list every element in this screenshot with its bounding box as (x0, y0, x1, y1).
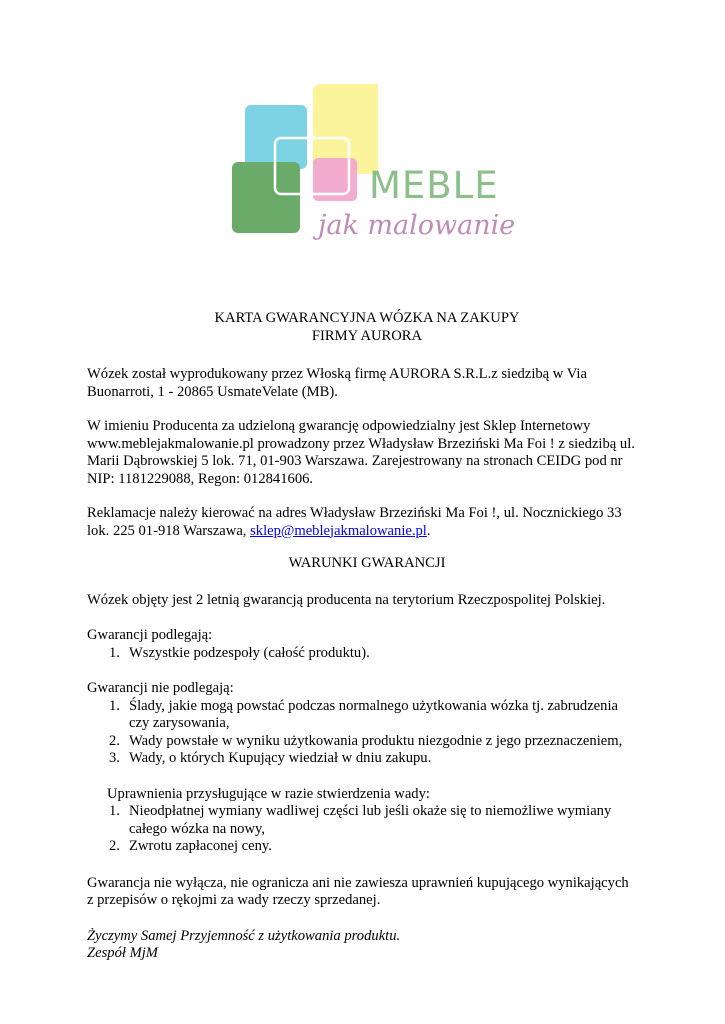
list-item-text: Nieodpłatnej wymiany wadliwej części lub jeśli okaże się to niemożliwe wymiany (129, 803, 612, 819)
warranty-period-text: Wózek objęty jest 2 letnią gwarancją producenta na terytorium Rzeczpospolitej Polskiej. (87, 591, 606, 608)
list-item-number: 2. (109, 838, 120, 854)
seller-line: NIP: 1181229088, Regon: 012841606. (87, 470, 314, 487)
logo-green-square (232, 162, 300, 233)
complaints-paragraph (87, 505, 647, 540)
closing-wish: Życzymy Samej Przyjemność z użytkowania produktu. (87, 927, 401, 944)
list-item (87, 698, 647, 733)
closing-signature: Zespół MjM (87, 945, 158, 961)
logo-tagline: jak malowanie (318, 210, 516, 241)
complaints-email-link[interactable]: sklep@meblejakmalowanie.pl (250, 522, 427, 539)
seller-line: Marii Dąbrowskiej 5 lok. 71, 01-903 Warszawa. Zarejestrowany na stronach CEIDG pod nr (87, 453, 623, 469)
list-item-text: Zwrotu zapłaconej ceny. (129, 838, 272, 854)
not-covered-heading: Gwarancji nie podlegają: (87, 680, 234, 696)
list-item-text: całego wózka na nowy, (129, 820, 266, 837)
not-covered-list (87, 698, 647, 768)
rights-heading: Uprawnienia przysługujące w razie stwierdzenia wady: (107, 785, 430, 802)
list-item-number: 2. (109, 732, 120, 749)
seller-paragraph (87, 418, 647, 488)
complaints-address: lok. 225 01-918 Warszawa, (87, 522, 251, 539)
complaints-period: . (426, 522, 431, 539)
statutory-line: z przepisów o rękojmi za wady rzeczy sprzedanej. (87, 892, 381, 908)
document-title-line-1: KARTA GWARANCYJNA WÓZKA NA ZAKUPY (214, 310, 520, 326)
company-logo (228, 80, 516, 250)
warranty-document (87, 310, 647, 963)
list-item-number: 1. (109, 697, 120, 714)
list-item-text: Ślady, jakie mogą powstać podczas normalnego użytkowania wózka tj. zabrudzenia (129, 697, 618, 714)
conditions-heading: WARUNKI GWARANCJI (288, 555, 446, 571)
rights-list (87, 803, 647, 856)
covered-list (87, 645, 647, 663)
complaints-line (87, 523, 647, 541)
producer-line: Buonarroti, 1 - 20865 UsmateVelate (MB). (87, 383, 338, 400)
statutory-line: Gwarancja nie wyłącza, nie ogranicza ani nie zawiesza uprawnień kupującego wynikających (87, 874, 629, 891)
statutory-rights-paragraph (87, 875, 647, 910)
producer-paragraph (87, 366, 647, 401)
list-item (87, 750, 647, 768)
list-item (87, 733, 647, 751)
closing-paragraph (87, 928, 647, 963)
document-title-line-2: FIRMY AURORA (311, 327, 423, 344)
logo-brand-text: MEBLE (369, 164, 499, 207)
producer-line: Wózek został wyprodukowany przez Włoską firmę AURORA S.R.L.z siedzibą w Via (87, 366, 587, 382)
list-item-text: czy zarysowania, (129, 715, 230, 731)
seller-line: W imieniu Producenta za udzieloną gwarancję odpowiedzialny jest Sklep Internetowy (87, 418, 591, 434)
covered-heading: Gwarancji podlegają: (87, 627, 213, 643)
list-item (87, 645, 647, 663)
seller-line: www.meblejakmalowanie.pl prowadzony przez Władysław Brzeziński Ma Foi ! z siedzibą ul. (87, 435, 635, 452)
list-item (87, 838, 647, 856)
list-item-number: 1. (109, 803, 120, 819)
list-item (87, 803, 647, 838)
list-item-text: Wady powstałe w wyniku użytkowania produktu niezgodnie z jego przeznaczeniem, (129, 732, 623, 749)
list-item-text: Wszystkie podzespoły (całość produktu). (129, 644, 370, 661)
list-item-text: Wady, o których Kupujący wiedział w dniu zakupu. (129, 750, 432, 766)
list-item-number: 1. (109, 644, 120, 661)
list-item-number: 3. (109, 750, 120, 766)
complaints-line: Reklamacje należy kierować na adres Władysław Brzeziński Ma Foi !, ul. Nocznickiego 33 (87, 505, 622, 521)
